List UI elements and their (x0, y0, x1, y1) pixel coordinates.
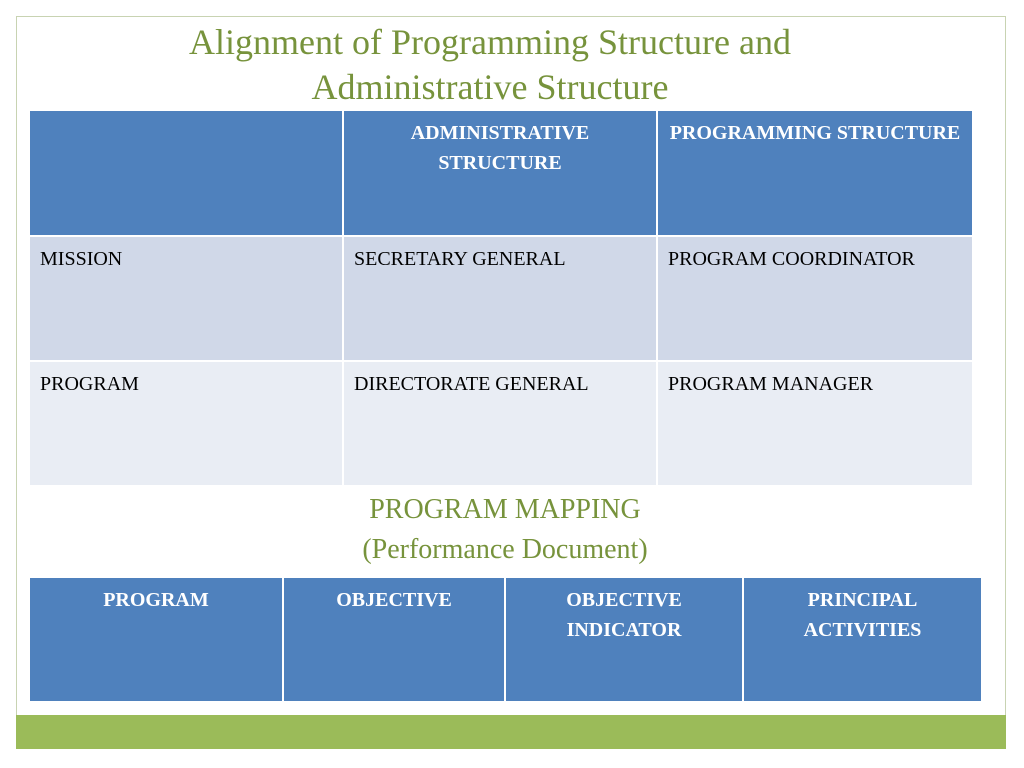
slide-title-line-2: Administrative Structure (311, 67, 669, 107)
table-cell: PROGRAM (29, 361, 343, 486)
mapping-header-principal-activities: PRINCIPAL ACTIVITIES (743, 577, 982, 702)
table-row (29, 361, 973, 486)
section-subtitle-line-1: PROGRAM MAPPING (369, 494, 641, 525)
table-cell: SECRETARY GENERAL (343, 236, 657, 361)
table-row (29, 236, 973, 361)
mapping-header-objective: OBJECTIVE (283, 577, 505, 702)
program-mapping-table (28, 576, 983, 703)
mapping-header-program: PROGRAM (29, 577, 283, 702)
alignment-header-programming: PROGRAMMING STRUCTURE (657, 110, 973, 236)
slide-title-line-1: Alignment of Programming Structure and (189, 22, 791, 62)
alignment-header-empty (29, 110, 343, 236)
slide-title (60, 20, 920, 110)
mapping-header-objective-indicator: OBJECTIVE INDICATOR (505, 577, 743, 702)
table-cell: PROGRAM COORDINATOR (657, 236, 973, 361)
alignment-table (28, 109, 974, 487)
bottom-accent-band (16, 715, 1006, 749)
section-subtitle-line-2: (Performance Document) (362, 534, 648, 565)
table-cell: DIRECTORATE GENERAL (343, 361, 657, 486)
alignment-header-administrative: ADMINISTRATIVE STRUCTURE (343, 110, 657, 236)
alignment-table-header-row (29, 110, 973, 236)
section-subtitle (60, 490, 950, 570)
table-cell: MISSION (29, 236, 343, 361)
program-mapping-header-row (29, 577, 982, 702)
table-cell: PROGRAM MANAGER (657, 361, 973, 486)
